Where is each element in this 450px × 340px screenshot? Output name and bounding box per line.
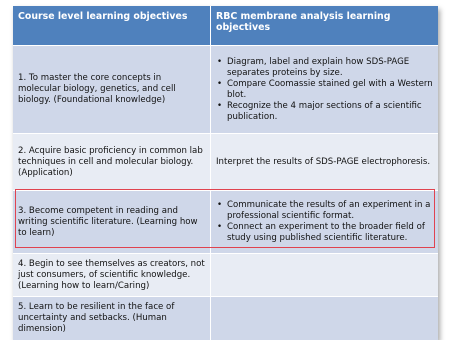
course-objective-cell: 2. Acquire basic proficiency in common lab techniques in cell and molecular biology. (Application) xyxy=(13,134,211,190)
header-rbc-objectives: RBC membrane analysis learning objectives xyxy=(211,6,438,45)
course-objective-cell: 1. To master the core concepts in molecular biology, genetics, and cell biology. (Foundational knowledge) xyxy=(13,46,211,133)
bullet-list xyxy=(216,57,433,123)
list-item: • Communicate the results of an experiment in a professional scientific format. xyxy=(216,200,433,222)
list-item: • Diagram, label and explain how SDS-PAGE separates proteins by size. xyxy=(216,57,433,79)
course-objective-cell: 5. Learn to be resilient in the face of uncertainty and setbacks. (Human dimension) xyxy=(13,297,211,340)
list-item: • Connect an experiment to the broader field of study using published scientific literature. xyxy=(216,222,433,244)
table-row xyxy=(13,297,438,340)
objectives-table xyxy=(13,6,438,340)
rbc-objective-cell: Interpret the results of SDS-PAGE electrophoresis. xyxy=(211,134,438,190)
rbc-objective-cell xyxy=(211,191,438,253)
course-objective-cell: 4. Begin to see themselves as creators, not just consumers, of scientific knowledge. (Learning how to learn/Caring) xyxy=(13,254,211,296)
table-header-row xyxy=(13,6,438,46)
list-item: • Compare Coomassie stained gel with a Western blot. xyxy=(216,79,433,101)
table-row xyxy=(13,134,438,191)
table-row xyxy=(13,191,438,254)
course-objective-cell: 3. Become competent in reading and writing scientific literature. (Learning how to learn) xyxy=(13,191,211,253)
rbc-objective-cell xyxy=(211,46,438,133)
table-row xyxy=(13,46,438,134)
bullet-list xyxy=(216,200,433,244)
rbc-objective-cell xyxy=(211,297,438,340)
table-row xyxy=(13,254,438,297)
rbc-objective-cell xyxy=(211,254,438,296)
header-course-objectives: Course level learning objectives xyxy=(13,6,211,45)
list-item: • Recognize the 4 major sections of a scientific publication. xyxy=(216,101,433,123)
